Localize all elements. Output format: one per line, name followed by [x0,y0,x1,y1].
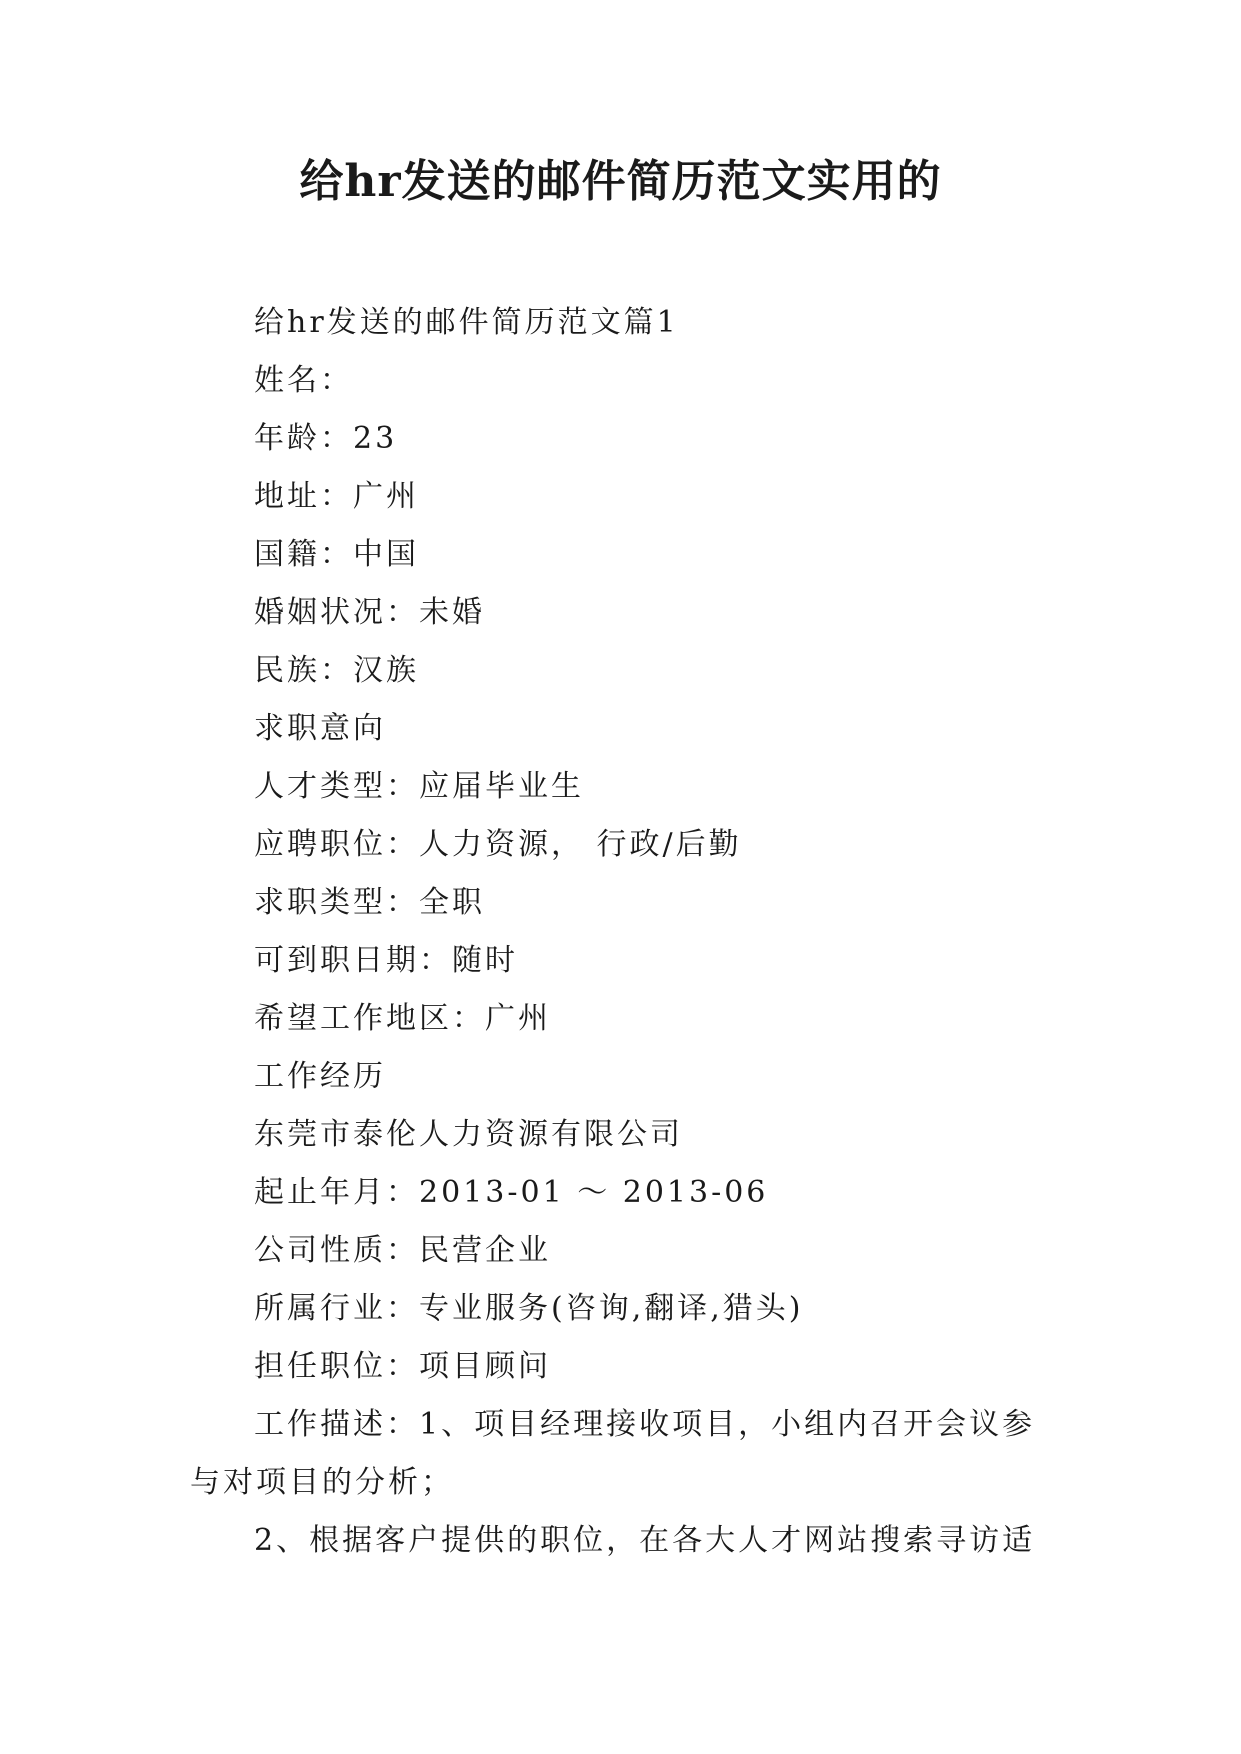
field-age: 年龄：23 [254,421,398,456]
section-heading: 给hr发送的邮件简历范文篇1 [254,305,679,340]
field-industry: 所属行业：专业服务(咨询,翻译,猎头) [254,1291,804,1326]
job-description-item: 2、根据客户提供的职位，在各大人才网站搜索寻访适 [254,1523,1036,1558]
field-company-nature: 公司性质：民营企业 [254,1233,551,1268]
field-address: 地址：广州 [254,479,419,514]
field-applied-position: 应聘职位：人力资源， 行政/后勤 [254,827,742,862]
section-work-experience: 工作经历 [254,1059,386,1094]
field-name: 姓名： [254,363,353,398]
field-ethnicity: 民族：汉族 [254,653,419,688]
field-nationality: 国籍：中国 [254,537,419,572]
field-talent-type: 人才类型：应届毕业生 [254,769,584,804]
field-preferred-location: 希望工作地区：广州 [254,1001,551,1036]
document-body [190,294,1060,1570]
field-job-type: 求职类型：全职 [254,885,485,920]
field-job-description: 工作描述：1、项目经理接收项目，小组内召开会议参与对项目的分析； [190,1407,1036,1500]
document-title: 给hr发送的邮件简历范文实用的 [299,156,942,207]
field-period: 起止年月：2013-01 ～ 2013-06 [254,1175,769,1210]
field-available-date: 可到职日期：随时 [254,943,518,978]
field-marital-status: 婚姻状况：未婚 [254,595,485,630]
section-job-intention: 求职意向 [254,711,386,746]
field-company: 东莞市泰伦人力资源有限公司 [254,1117,683,1152]
field-position-held: 担任职位：项目顾问 [254,1349,551,1384]
